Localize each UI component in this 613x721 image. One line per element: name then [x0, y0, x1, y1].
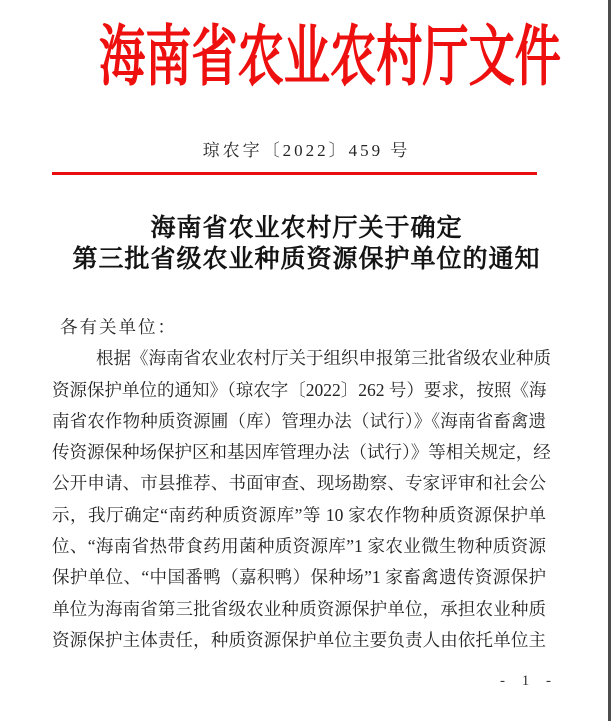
salutation: 各有关单位：: [60, 317, 177, 337]
scan-border-line: [608, 0, 611, 721]
document-number: 琼农字〔2022〕459 号: [202, 141, 411, 160]
body-line: 根据《海南省农业农村厅关于组织申报第三批省级农业种质: [96, 348, 551, 369]
body-line: 位、“海南省热带食药用菌种质资源库”1 家农业微生物种质资源: [52, 536, 546, 557]
document-body: [52, 312, 551, 656]
body-line: 单位为海南省第三批省级农业种质资源保护单位，承担农业种质: [52, 598, 546, 619]
page-number: - 1 -: [500, 673, 553, 689]
body-line: 示，我厅确定“南药种质资源库”等 10 家农作物种质资源保护单: [52, 504, 546, 525]
body-line: 资源保护单位的通知》（琼农字〔2022〕262 号）要求，按照《海: [52, 379, 547, 400]
body-line: 传资源保种场保护区和基因库管理办法（试行）》等相关规定，经: [52, 442, 551, 463]
body-line: 南省农作物种质资源圃（库）管理办法（试行）》《海南省畜禽遗: [52, 410, 546, 431]
body-line: 公开申请、市县推荐、书面审查、现场勘察、专家评审和社会公: [52, 473, 546, 494]
letterhead: [0, 12, 613, 104]
body-line: 保护单位、“中国番鸭（嘉积鸭）保种场”1 家畜禽遗传资源保护: [52, 567, 546, 588]
red-divider-rule: [52, 172, 537, 175]
letterhead-text: 海南省农业农村厅文件: [99, 21, 561, 94]
body-line: 资源保护主体责任，种质资源保护单位主要负责人由依托单位主: [52, 629, 546, 650]
notice-title-line1: 海南省农业农村厅关于确定: [150, 215, 463, 242]
notice-title: [0, 213, 613, 275]
notice-title-line2: 第三批省级农业种质资源保护单位的通知: [72, 246, 541, 273]
